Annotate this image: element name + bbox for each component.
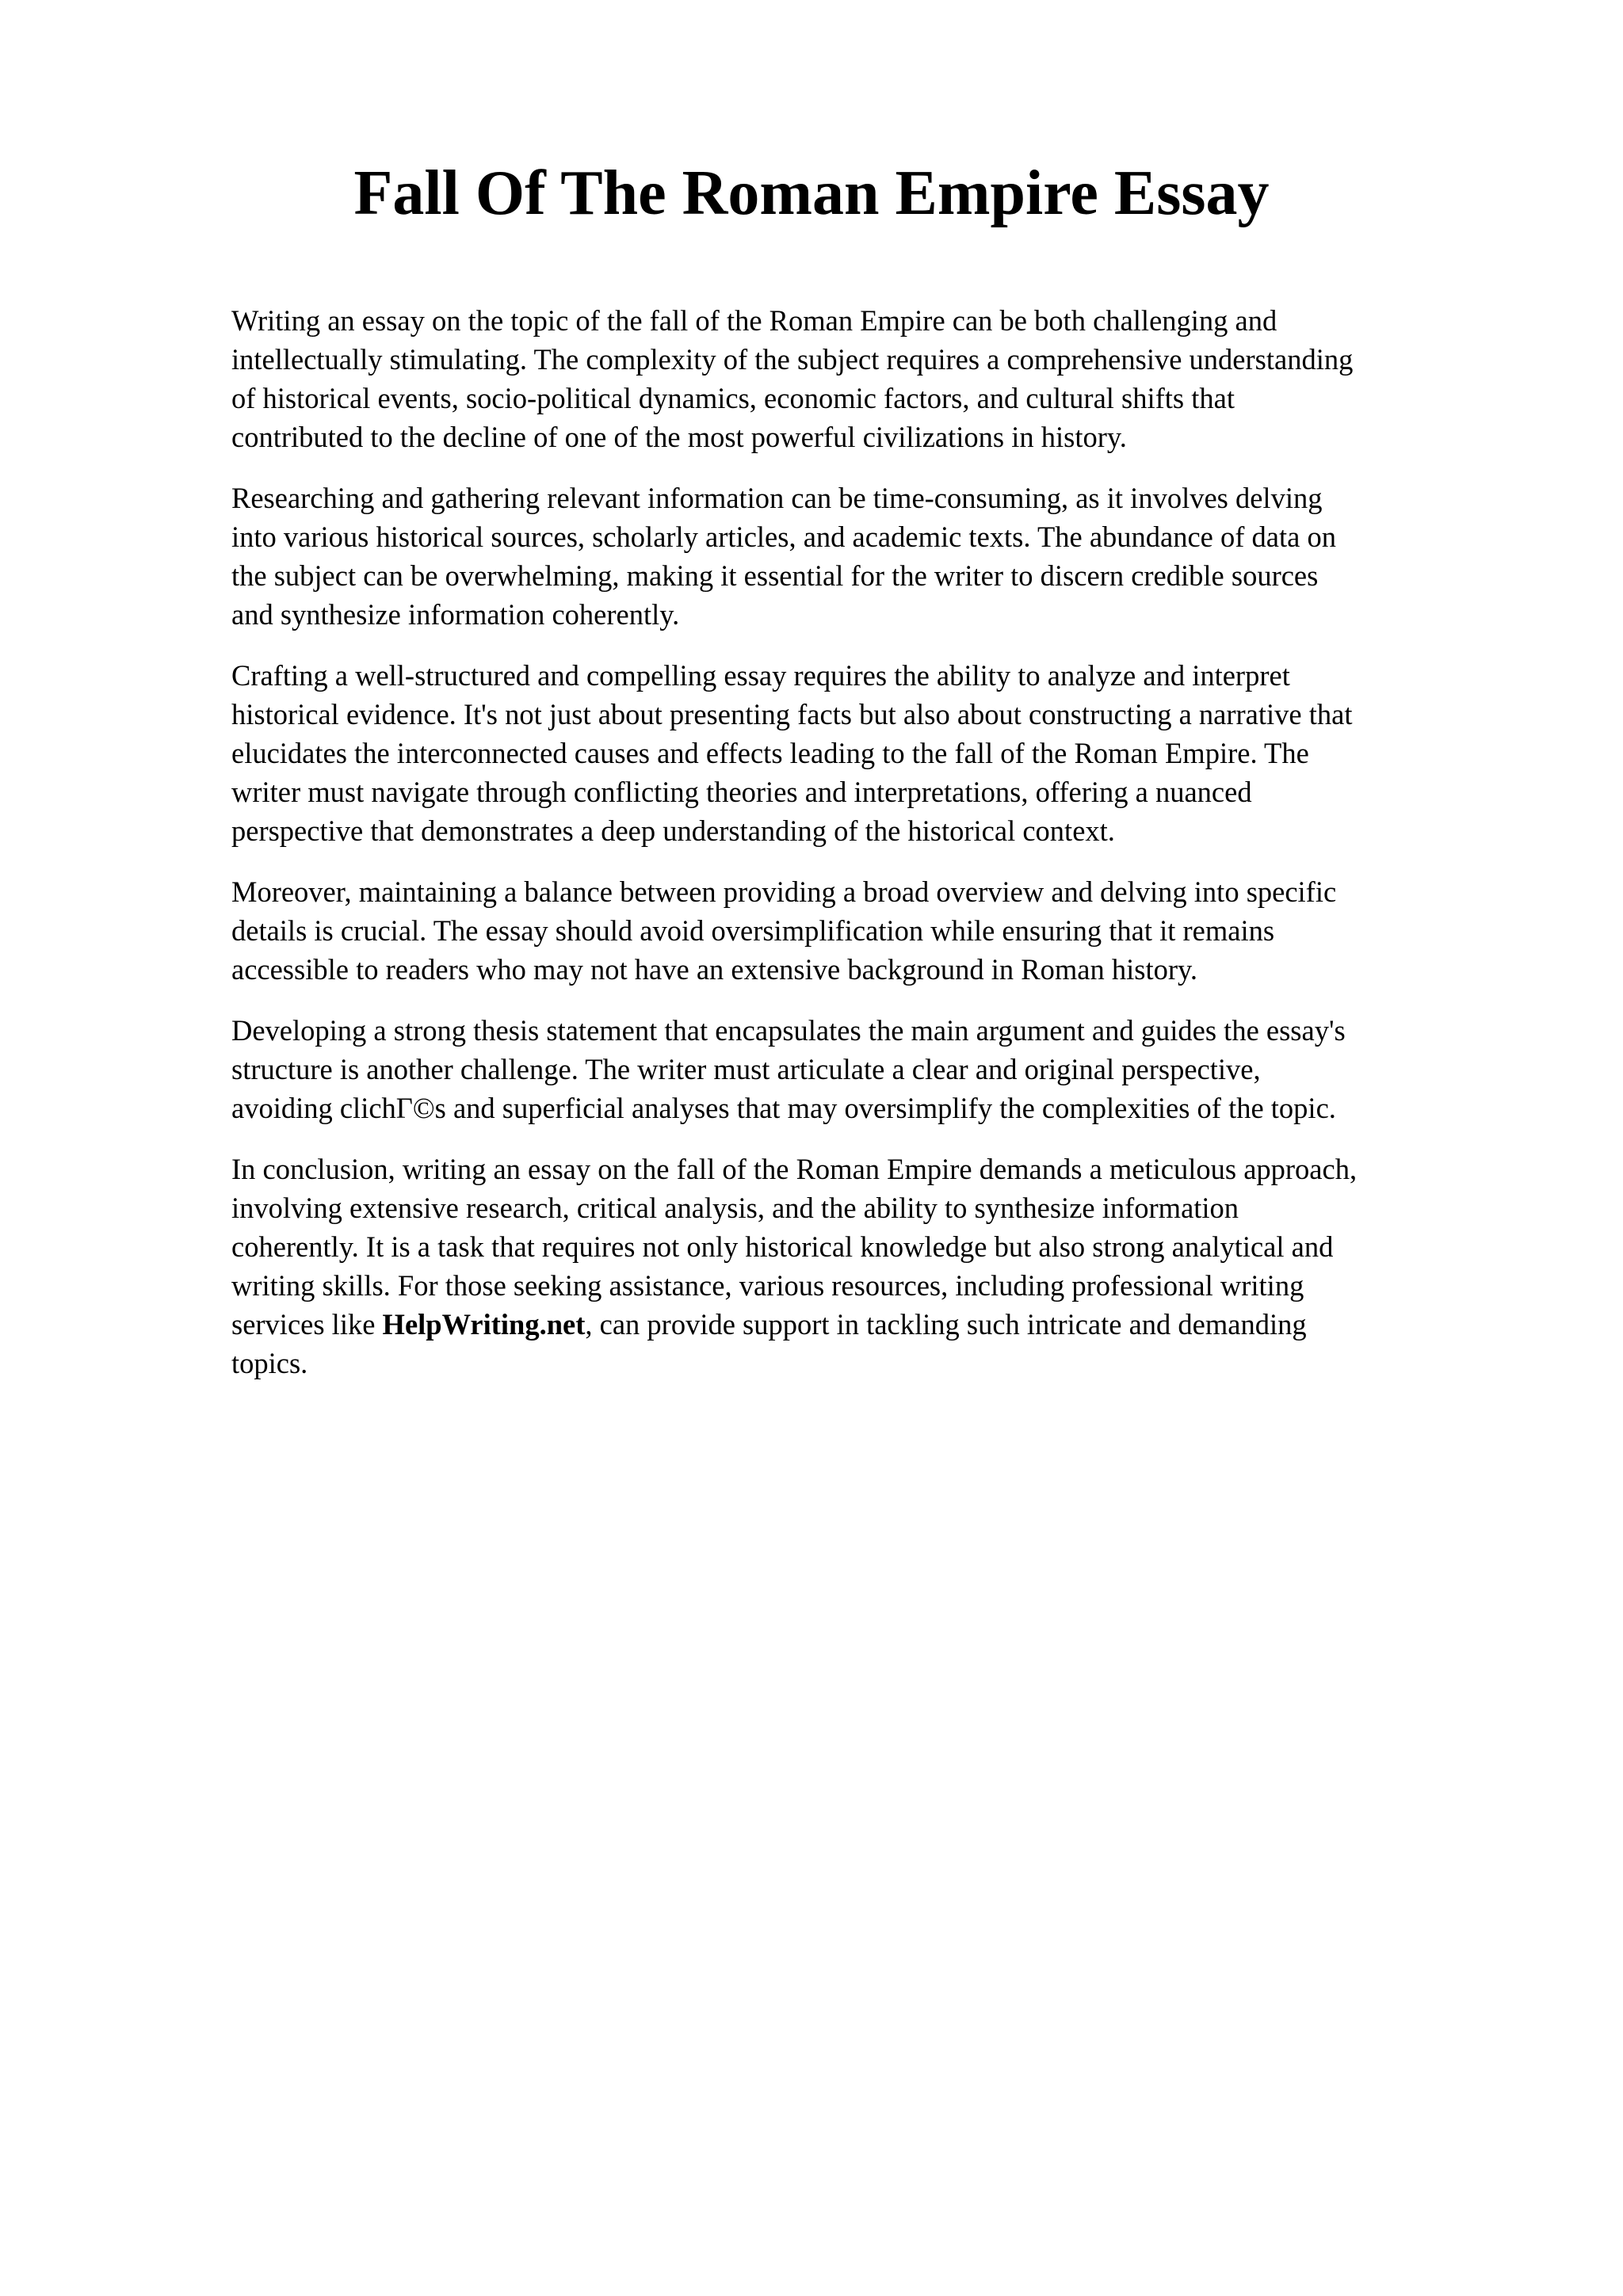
conclusion-paragraph <box>231 1150 1515 1383</box>
paragraph-2: Researching and gathering relevant information can be time-consuming, as it involves delving into various historical sources, scholarly articles, and academic texts. The abundance of data on the subject can be overwhelming, making it essential for the writer to discern credible sources and synthesize information coherently. <box>231 482 1336 631</box>
helpwriting-link[interactable]: HelpWriting.net <box>382 1308 586 1341</box>
conclusion-text-after: , can provide support in tackling such intricate and demanding topics. <box>231 1308 1307 1379</box>
paragraph-1: Writing an essay on the topic of the fall of the Roman Empire can be both challenging and intellectually stimulating. The complexity of the subject requires a comprehensive understanding of historical events, socio-political dynamics, economic factors, and cultural shifts that contributed to the decline of one of the most powerful civilizations in history. <box>231 304 1354 453</box>
paragraph-5: Developing a strong thesis statement that encapsulates the main argument and guides the essay's structure is another challenge. The writer must articulate a clear and original perspective, avoiding clichΓ©s and superficial analyses that may oversimplify the complexities of the topic. <box>231 1014 1346 1124</box>
essay-body <box>231 301 1515 1405</box>
conclusion-text-before: In conclusion, writing an essay on the fall of the Roman Empire demands a meticulous approach, involving extensive research, critical analysis, and the ability to synthesize information coherently. It is a task that requires not only historical knowledge but also strong analytical and writing skills. For those seeking assistance, various resources, including professional writing services like <box>231 1153 1358 1341</box>
paragraph-3: Crafting a well-structured and compelling essay requires the ability to analyze and interpret historical evidence. It's not just about presenting facts but also about constructing a narrative that elucidates the interconnected causes and effects leading to the fall of the Roman Empire. The writer must navigate through conflicting theories and interpretations, offering a nuanced perspective that demonstrates a deep understanding of the historical context. <box>231 659 1353 847</box>
paragraph-4: Moreover, maintaining a balance between providing a broad overview and delving into specific details is crucial. The essay should avoid oversimplification while ensuring that it remains accessible to readers who may not have an extensive background in Roman history. <box>231 875 1337 986</box>
page-title: Fall Of The Roman Empire Essay <box>353 158 1270 228</box>
